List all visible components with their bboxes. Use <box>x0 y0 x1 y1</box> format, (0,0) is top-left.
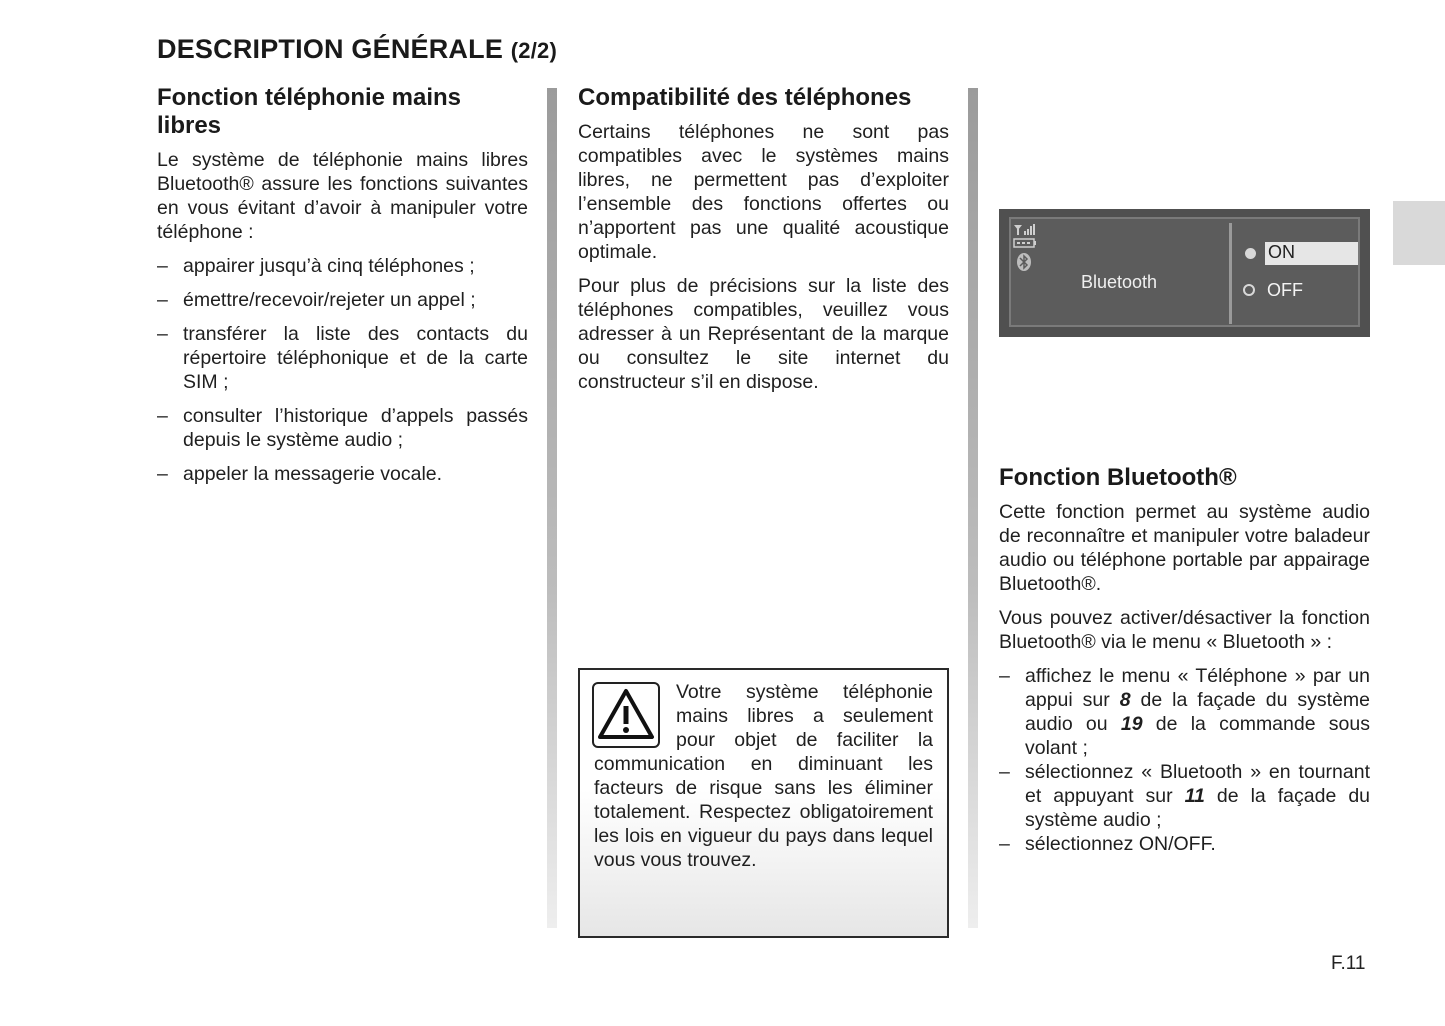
column-divider <box>547 88 557 928</box>
list-item: – émettre/recevoir/rejeter un appel ; <box>157 288 528 312</box>
section-tab-marker <box>1393 201 1445 265</box>
page-title-text: DESCRIPTION GÉNÉRALE <box>157 34 504 64</box>
column-divider <box>968 88 978 928</box>
radio-on-icon <box>1245 248 1256 259</box>
compatibility-para-2: Pour plus de précisions sur la liste des téléphones compatibles, veuillez vous adresser à un Représentant de la marque ou consultez le site internet du constructeur s’il en dispose. <box>578 275 949 393</box>
page-title <box>157 34 557 65</box>
column-compatibility <box>578 84 949 404</box>
list-item: – sélectionnez ON/OFF. <box>999 832 1370 856</box>
compatibility-para-1: Certains téléphones ne sont pas compatibles avec le systèmes mains libres, ne permettent pas d’exploiter l’ensemble des fonctions offertes ou n’apportent pas une qualité acoustique optimale. <box>578 121 949 263</box>
bluetooth-icon <box>1016 252 1032 272</box>
list-item: – consulter l’historique d’appels passés depuis le système audio ; <box>157 404 528 452</box>
signal-icon <box>1013 223 1037 235</box>
bluetooth-para-2: Vous pouvez activer/désactiver la fonction Bluetooth® via le menu « Bluetooth » : <box>999 607 1370 653</box>
hands-free-intro: Le système de téléphonie mains libres Bluetooth® assure les fonctions suivantes en vous évitant d’avoir à manipuler votre téléphone : <box>157 149 528 243</box>
list-item: – transférer la liste des contacts du répertoire téléphonique et de la carte SIM ; <box>157 322 528 394</box>
warning-text: Votre système téléphonie mains libres a seulement pour objet de faciliter la communication en diminuant les facteurs de risque sans les éliminer totalement. Respectez obligatoirement les lois en vigueur du pays dans lequel vous vous trouvez. <box>594 681 933 871</box>
option-on: ON <box>1268 242 1295 262</box>
column-hands-free <box>157 84 528 496</box>
list-item: – appeler la messagerie vocale. <box>157 462 528 486</box>
bluetooth-para-1: Cette fonction permet au système audio de reconnaître et manipuler votre baladeur audio ou téléphone portable par appairage Bluetooth®. <box>999 501 1370 595</box>
page-number: F.11 <box>1331 953 1366 974</box>
radio-off-icon <box>1243 284 1255 296</box>
list-item: – appairer jusqu’à cinq téléphones ; <box>157 254 528 278</box>
section-heading-hands-free: Fonction téléphonie mains libres <box>157 84 462 139</box>
hands-free-list <box>157 254 528 486</box>
screen-bluetooth-label: Bluetooth <box>1081 272 1158 292</box>
list-item: – affichez le menu « Téléphone » par un appui sur 8 de la façade du système audio ou 19 de la commande sous volant ; <box>999 664 1370 760</box>
list-item: – sélectionnez « Bluetooth » en tournant et appuyant sur 11 de la façade du système audio ; <box>999 760 1370 832</box>
bluetooth-steps <box>999 664 1370 856</box>
column-bluetooth <box>999 464 1370 856</box>
section-heading-bluetooth: Fonction Bluetooth® <box>999 464 1237 491</box>
bluetooth-screen <box>999 209 1370 337</box>
page-title-part: (2/2) <box>510 38 557 63</box>
battery-icon <box>1013 238 1037 248</box>
section-heading-compatibility: Compatibilité des téléphones <box>578 84 912 111</box>
option-off: OFF <box>1267 280 1303 300</box>
warning-box <box>578 668 949 938</box>
